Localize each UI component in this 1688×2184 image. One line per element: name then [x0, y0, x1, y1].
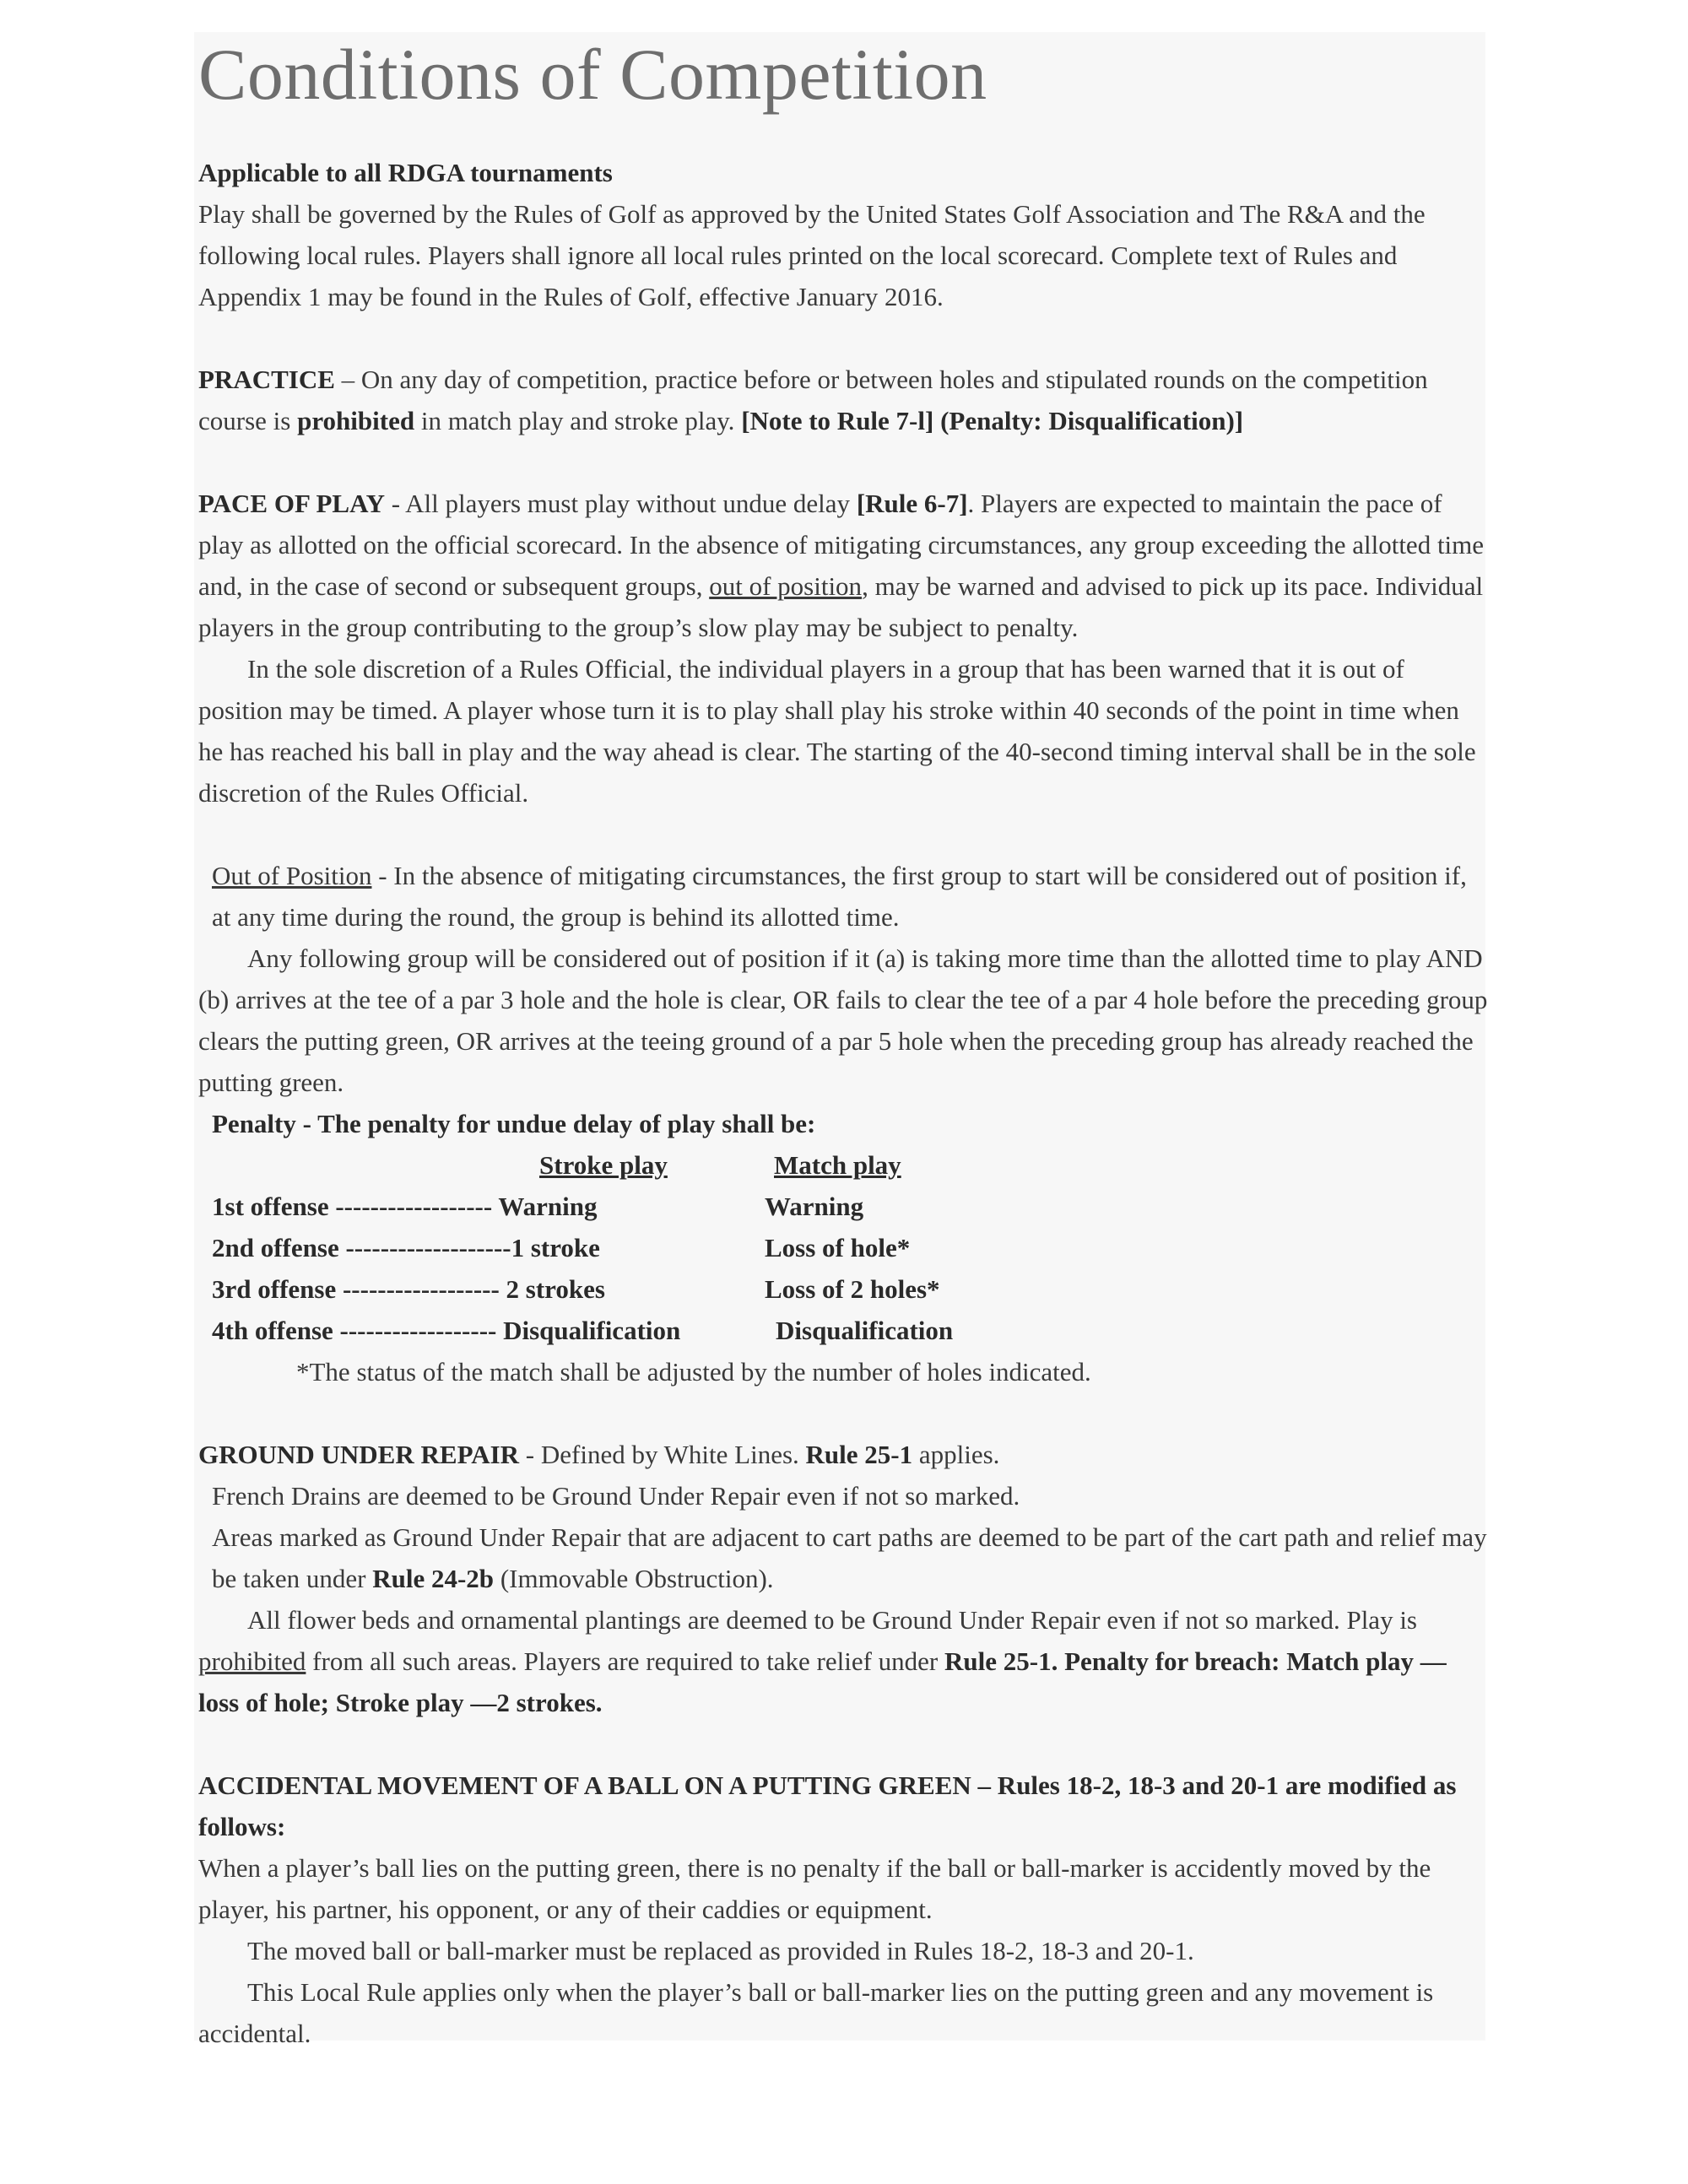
pace-rule: [Rule 6-7]	[856, 489, 968, 518]
gur-p4-text-b: from all such areas. Players are required to take relief under	[306, 1646, 945, 1676]
gur-rule-1: Rule 25-1	[805, 1440, 913, 1469]
table-row	[212, 1227, 1490, 1268]
gur-p4-text-a: All flower beds and ornamental plantings are deemed to be Ground Under Repair even if not so marked. Play is	[247, 1605, 1417, 1635]
penalty-table	[212, 1103, 1490, 1392]
match-cell: Loss of 2 holes*	[765, 1274, 940, 1304]
gur-prohibited: prohibited	[198, 1646, 306, 1676]
gur-text-2: applies.	[912, 1440, 1000, 1469]
pace-text-3: , may be warned and advised to pick up its pace. Individual players in the group contributing to the group’s slow play may be subject to penalty.	[198, 571, 1484, 642]
document-content	[198, 32, 1490, 2054]
out-of-position-link: out of position	[709, 571, 863, 601]
oop-paragraph-2: Any following group will be considered out of position if it (a) is taking more time than the allotted time to play AND (b) arrives at the tee of a par 3 hole and the hole is clear, OR fails to clear the tee of a par 4 hole before the preceding group clears the putting green, OR arrives at the teeing ground of a par 5 hole when the preceding group has already reached the putting green.	[198, 943, 1488, 1097]
match-cell: Loss of hole*	[765, 1233, 911, 1262]
gur-heading: GROUND UNDER REPAIR	[198, 1440, 520, 1469]
pace-paragraph-2: In the sole discretion of a Rules Official, the individual players in a group that has been warned that it is out of position may be timed. A player whose turn it is to play shall play his stroke within 40 seconds of the point in time when he has reached his ball in play and the way ahead is clear. The starting of the 40-second timing interval shall be in the sole discretion of the Rules Official.	[198, 654, 1476, 808]
practice-heading: PRACTICE	[198, 365, 335, 394]
table-row	[212, 1310, 1490, 1351]
gur-paragraph-4	[198, 1599, 1490, 1723]
table-row	[212, 1186, 1490, 1227]
gur-p3-text-b: (Immovable Obstruction).	[494, 1564, 774, 1593]
penalty-heading: Penalty - The penalty for undue delay of play shall be:	[212, 1109, 816, 1138]
pace-text-2: . Players are expected to maintain the pace of play as allotted on the official scorecard. In the absence of mitigating circumstances, any group exceeding the allotted time and, in the case of second or subsequent groups,	[198, 489, 1485, 601]
gur-rule-2: Rule 24-2b	[372, 1564, 495, 1593]
practice-text-2: in match play and stroke play.	[414, 406, 742, 435]
accidental-paragraph-2: The moved ball or ball-marker must be replaced as provided in Rules 18-2, 18-3 and 20-1.	[247, 1936, 1194, 1965]
match-cell: Warning	[765, 1192, 864, 1221]
gur-paragraph-3	[198, 1516, 1490, 1599]
applicable-text: Play shall be governed by the Rules of Golf as approved by the United States Golf Association and The R&A and the following local rules. Players shall ignore all local rules printed on the local scorecard. Complete text of Rules and Appendix 1 may be found in the Rules of Golf, effective January 2016.	[198, 199, 1426, 311]
offense-cell: 2nd offense -------------------1 stroke	[212, 1233, 600, 1262]
gur-section	[198, 1434, 1490, 1475]
applicable-heading: Applicable to all RDGA tournaments	[198, 158, 613, 187]
offense-cell: 4th offense ------------------ Disqualification	[212, 1316, 681, 1345]
practice-prohibited: prohibited	[297, 406, 415, 435]
offense-cell: 3rd offense ------------------ 2 strokes	[212, 1274, 605, 1304]
gur-p3-text-a: Areas marked as Ground Under Repair that are adjacent to cart paths are deemed to be part of the cart path and relief may be taken under	[212, 1522, 1487, 1593]
practice-note: [Note to Rule 7-l] (Penalty: Disqualification)]	[741, 406, 1244, 435]
offense-cell: 1st offense ------------------ Warning	[212, 1192, 598, 1221]
oop-text-1: - In the absence of mitigating circumstances, the first group to start will be considered out of position if, at any time during the round, the group is behind its allotted time.	[212, 861, 1467, 932]
stroke-play-header: Stroke play	[539, 1150, 668, 1180]
accidental-paragraph-3: This Local Rule applies only when the player’s ball or ball-marker lies on the putting green and any movement is accidental.	[198, 1977, 1434, 2048]
match-play-header: Match play	[774, 1150, 901, 1180]
pace-text-1: - All players must play without undue delay	[385, 489, 857, 518]
accidental-heading: ACCIDENTAL MOVEMENT OF A BALL ON A PUTTING GREEN – Rules 18-2, 18-3 and 20-1 are modified as follows:	[198, 1770, 1457, 1841]
oop-heading: Out of Position	[212, 861, 372, 890]
pace-heading: PACE OF PLAY	[198, 489, 386, 518]
page-title: Conditions of Competition	[198, 34, 987, 115]
oop-section	[198, 855, 1490, 938]
practice-text-1: – On any day of competition, practice before or between holes and stipulated rounds on the competition course is	[198, 365, 1428, 435]
accidental-paragraph-1: When a player’s ball lies on the putting green, there is no penalty if the ball or ball-marker is accidently moved by the player, his partner, his opponent, or any of their caddies or equipment.	[198, 1853, 1431, 1924]
match-cell: Disqualification	[776, 1316, 954, 1345]
penalty-note: *The status of the match shall be adjusted by the number of holes indicated.	[296, 1357, 1091, 1387]
gur-p4-rule: Rule 25-1. Penalty for breach: Match play — loss of hole; Stroke play —2 strokes.	[198, 1646, 1447, 1717]
gur-paragraph-2: French Drains are deemed to be Ground Under Repair even if not so marked.	[212, 1481, 1020, 1511]
practice-section	[198, 359, 1490, 441]
gur-text-1: - Defined by White Lines.	[519, 1440, 806, 1469]
pace-section	[198, 483, 1490, 648]
table-row	[212, 1268, 1490, 1310]
